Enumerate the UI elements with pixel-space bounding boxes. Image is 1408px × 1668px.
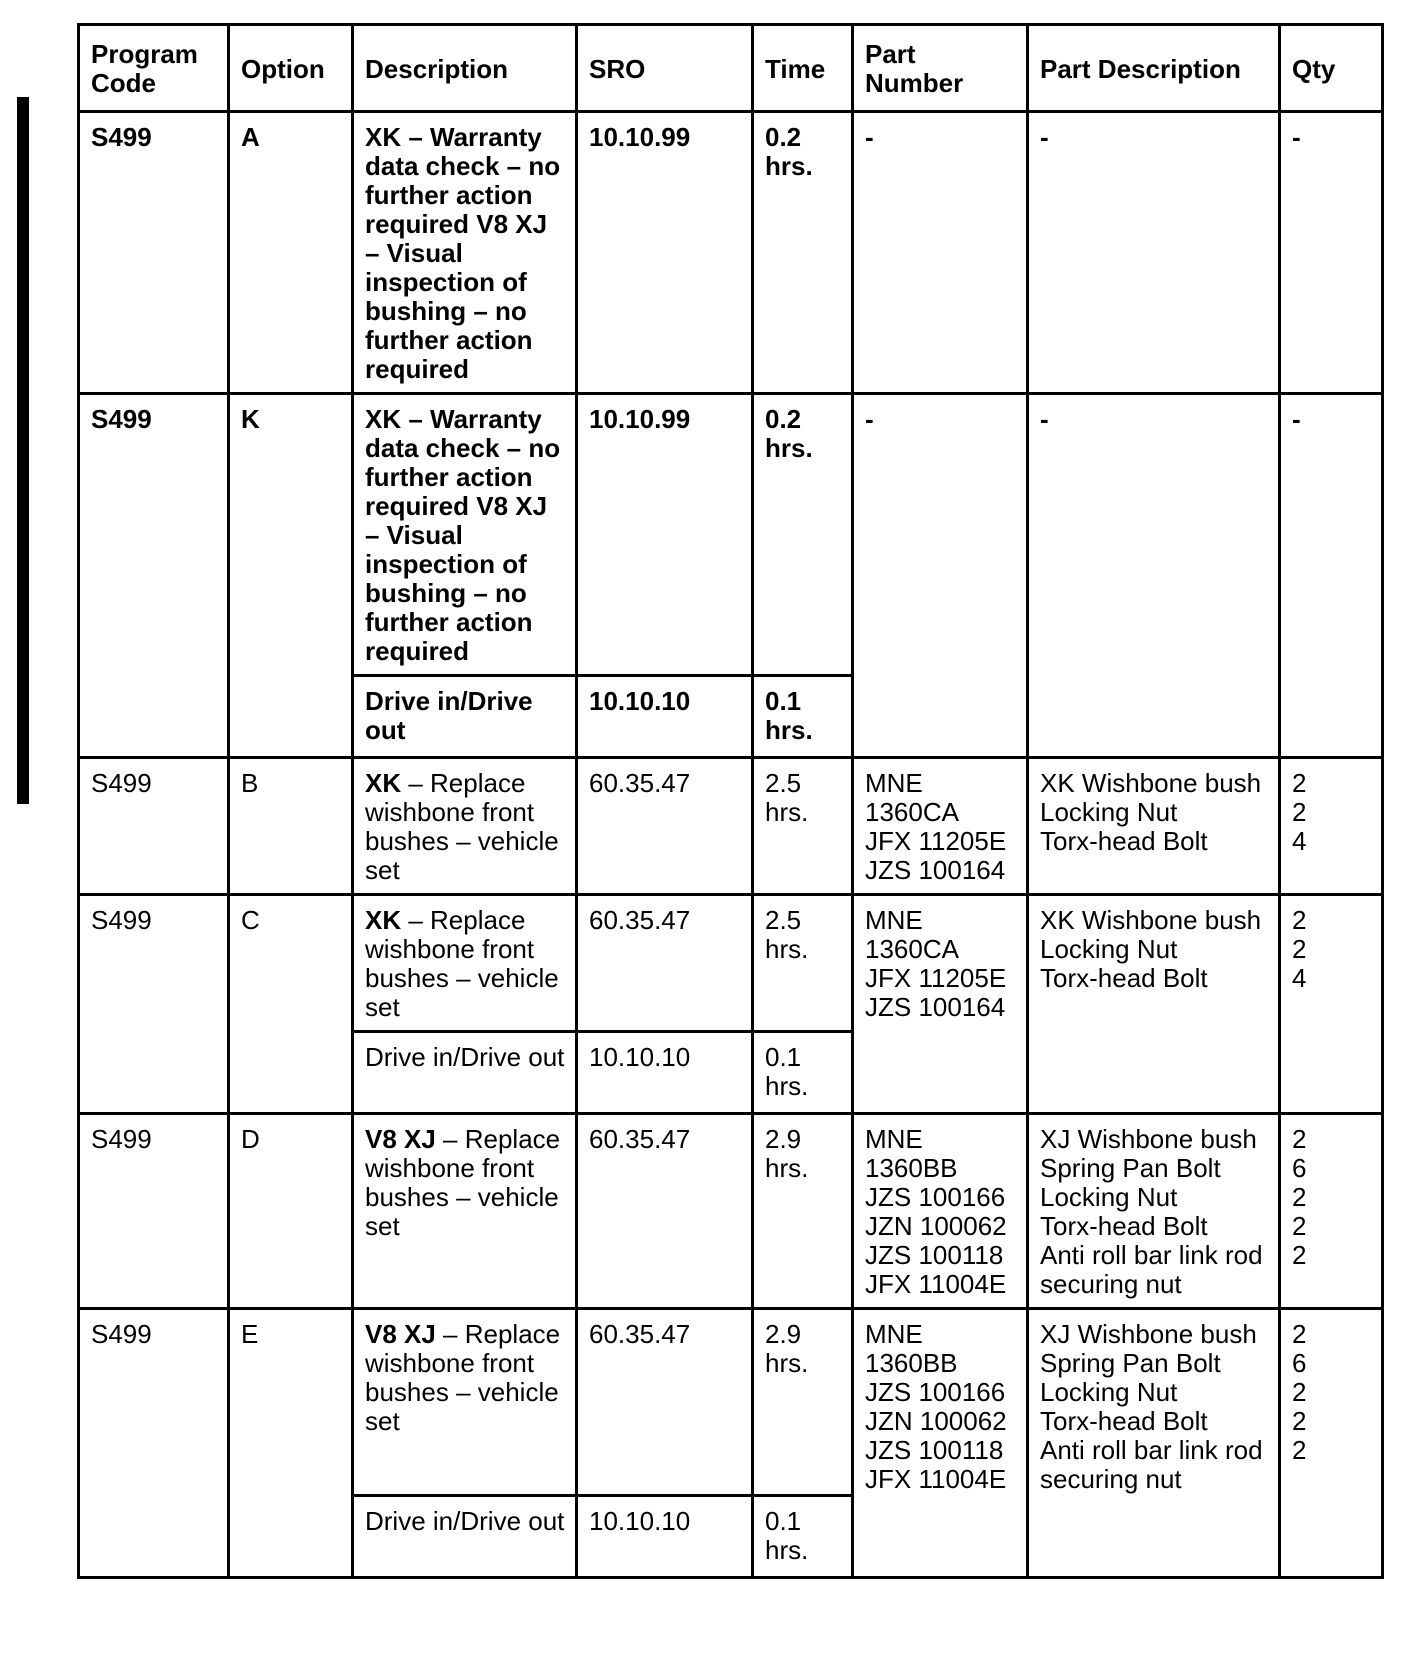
header-qty: Qty [1280,25,1383,112]
qty-cell [1280,895,1383,1114]
part-number-cell [853,1114,1028,1309]
table-row-option-e [79,1309,1383,1496]
part-description-cell [1028,895,1280,1114]
program-code-cell: S499 [79,895,229,1114]
time-cell: 2.5 hrs. [753,758,853,895]
qty-value: 2 [1292,1211,1307,1241]
part-description-cell [1028,758,1280,895]
part-number: JFX 11004E [865,1464,1007,1494]
qty-cell [1280,758,1383,895]
description-model: XK [365,768,402,798]
option-cell: D [229,1114,353,1309]
service-program-table [77,23,1384,1579]
part-number: MNE 1360CA [865,905,959,964]
qty-cell [1280,1114,1383,1309]
qty-value: 2 [1292,1319,1307,1349]
sro-cell: 60.35.47 [577,1309,753,1496]
qty-value: 2 [1292,1240,1307,1270]
part-number: JFX 11205E [865,826,1007,856]
header-sro: SRO [577,25,753,112]
revision-change-bar [17,97,29,804]
sro-cell: 10.10.10 [577,1496,753,1578]
part-description: XJ Wishbone bush [1040,1124,1257,1154]
part-number: JZS 100164 [865,855,1006,885]
part-description: Torx-head Bolt [1040,826,1208,856]
part-description: Locking Nut [1040,934,1178,964]
part-description: Torx-head Bolt [1040,963,1208,993]
qty-cell [1280,1309,1383,1578]
part-description: Anti roll bar link rod securing nut [1040,1435,1263,1494]
qty-value: 2 [1292,905,1307,935]
part-description: Locking Nut [1040,1182,1178,1212]
description-model: XK [365,905,402,935]
part-number: JFX 11205E [865,963,1007,993]
part-number-cell [853,1309,1028,1578]
part-description: XK Wishbone bush [1040,905,1262,935]
table-row-option-a [79,112,1383,394]
part-number: MNE 1360CA [865,768,959,827]
part-number: JZS 100166 [865,1182,1006,1212]
option-cell: B [229,758,353,895]
description-text: – Replace wishbone front bushes – vehicle set [365,1319,561,1436]
program-code-cell: S499 [79,1309,229,1578]
table-row-option-b [79,758,1383,895]
description-cell [353,895,577,1032]
description-cell: Drive in/Drive out [353,1032,577,1114]
header-program-code: Program Code [79,25,229,112]
part-description: XJ Wishbone bush [1040,1319,1257,1349]
part-number-cell: - [853,394,1028,758]
part-description-cell: - [1028,112,1280,394]
part-description-cell: - [1028,394,1280,758]
sro-cell: 60.35.47 [577,895,753,1032]
program-code-cell: S499 [79,394,229,758]
part-description: Locking Nut [1040,1377,1178,1407]
part-number-cell: - [853,112,1028,394]
header-description: Description [353,25,577,112]
header-part-description: Part Description [1028,25,1280,112]
description-cell: Drive in/Drive out [353,1496,577,1578]
sro-cell: 60.35.47 [577,758,753,895]
part-number: JZN 100062 [865,1406,1007,1436]
program-code-cell: S499 [79,112,229,394]
qty-cell: - [1280,112,1383,394]
description-text: – Replace wishbone front bushes – vehicle set [365,1124,561,1241]
description-cell: Drive in/Drive out [353,676,577,758]
option-cell: A [229,112,353,394]
qty-value: 2 [1292,1377,1307,1407]
program-code-cell: S499 [79,758,229,895]
time-cell: 0.1 hrs. [753,1032,853,1114]
table-header-row [79,25,1383,112]
time-cell: 2.5 hrs. [753,895,853,1032]
time-cell: 2.9 hrs. [753,1114,853,1309]
part-number: JZS 100164 [865,992,1006,1022]
qty-value: 6 [1292,1348,1307,1378]
part-number: MNE 1360BB [865,1124,958,1183]
part-description: Anti roll bar link rod securing nut [1040,1240,1263,1299]
part-description: Torx-head Bolt [1040,1406,1208,1436]
qty-value: 2 [1292,797,1307,827]
qty-value: 2 [1292,1124,1307,1154]
sro-cell: 10.10.99 [577,394,753,676]
sro-cell: 60.35.47 [577,1114,753,1309]
part-number: JZN 100062 [865,1211,1007,1241]
time-cell: 2.9 hrs. [753,1309,853,1496]
option-cell: K [229,394,353,758]
part-number: JZS 100118 [865,1435,1004,1465]
part-number: JZS 100166 [865,1377,1006,1407]
program-code-cell: S499 [79,1114,229,1309]
option-cell: E [229,1309,353,1578]
qty-value: 2 [1292,1435,1307,1465]
table-row-option-k [79,394,1383,676]
description-cell [353,1309,577,1496]
part-description-cell [1028,1114,1280,1309]
time-cell: 0.2 hrs. [753,112,853,394]
qty-value: 6 [1292,1153,1307,1183]
description-text: – Replace wishbone front bushes – vehicle set [365,768,559,885]
part-description: XK Wishbone bush [1040,768,1262,798]
description-model: V8 XJ [365,1319,436,1349]
time-cell: 0.2 hrs. [753,394,853,676]
description-cell: XK – Warranty data check – no further action required V8 XJ – Visual inspection of bushing – no further action required [353,394,577,676]
qty-cell: - [1280,394,1383,758]
time-cell: 0.1 hrs. [753,1496,853,1578]
description-cell [353,1114,577,1309]
qty-value: 2 [1292,934,1307,964]
sro-cell: 10.10.10 [577,1032,753,1114]
part-description: Torx-head Bolt [1040,1211,1208,1241]
part-number: JZS 100118 [865,1240,1004,1270]
part-description: Spring Pan Bolt [1040,1153,1221,1183]
qty-value: 2 [1292,1182,1307,1212]
description-model: V8 XJ [365,1124,436,1154]
table-row-option-d [79,1114,1383,1309]
qty-value: 4 [1292,963,1307,993]
qty-value: 4 [1292,826,1307,856]
option-cell: C [229,895,353,1114]
part-number: JFX 11004E [865,1269,1007,1299]
header-time: Time [753,25,853,112]
part-number: MNE 1360BB [865,1319,958,1378]
description-cell [353,758,577,895]
qty-value: 2 [1292,1406,1307,1436]
sro-cell: 10.10.99 [577,112,753,394]
part-description: Locking Nut [1040,797,1178,827]
part-description: Spring Pan Bolt [1040,1348,1221,1378]
part-description-cell [1028,1309,1280,1578]
header-part-number: Part Number [853,25,1028,112]
qty-value: 2 [1292,768,1307,798]
part-number-cell [853,758,1028,895]
table-row-option-c [79,895,1383,1032]
sro-cell: 10.10.10 [577,676,753,758]
header-option: Option [229,25,353,112]
description-cell: XK – Warranty data check – no further action required V8 XJ – Visual inspection of bushing – no further action required [353,112,577,394]
time-cell: 0.1 hrs. [753,676,853,758]
description-text: – Replace wishbone front bushes – vehicle set [365,905,559,1022]
part-number-cell [853,895,1028,1114]
